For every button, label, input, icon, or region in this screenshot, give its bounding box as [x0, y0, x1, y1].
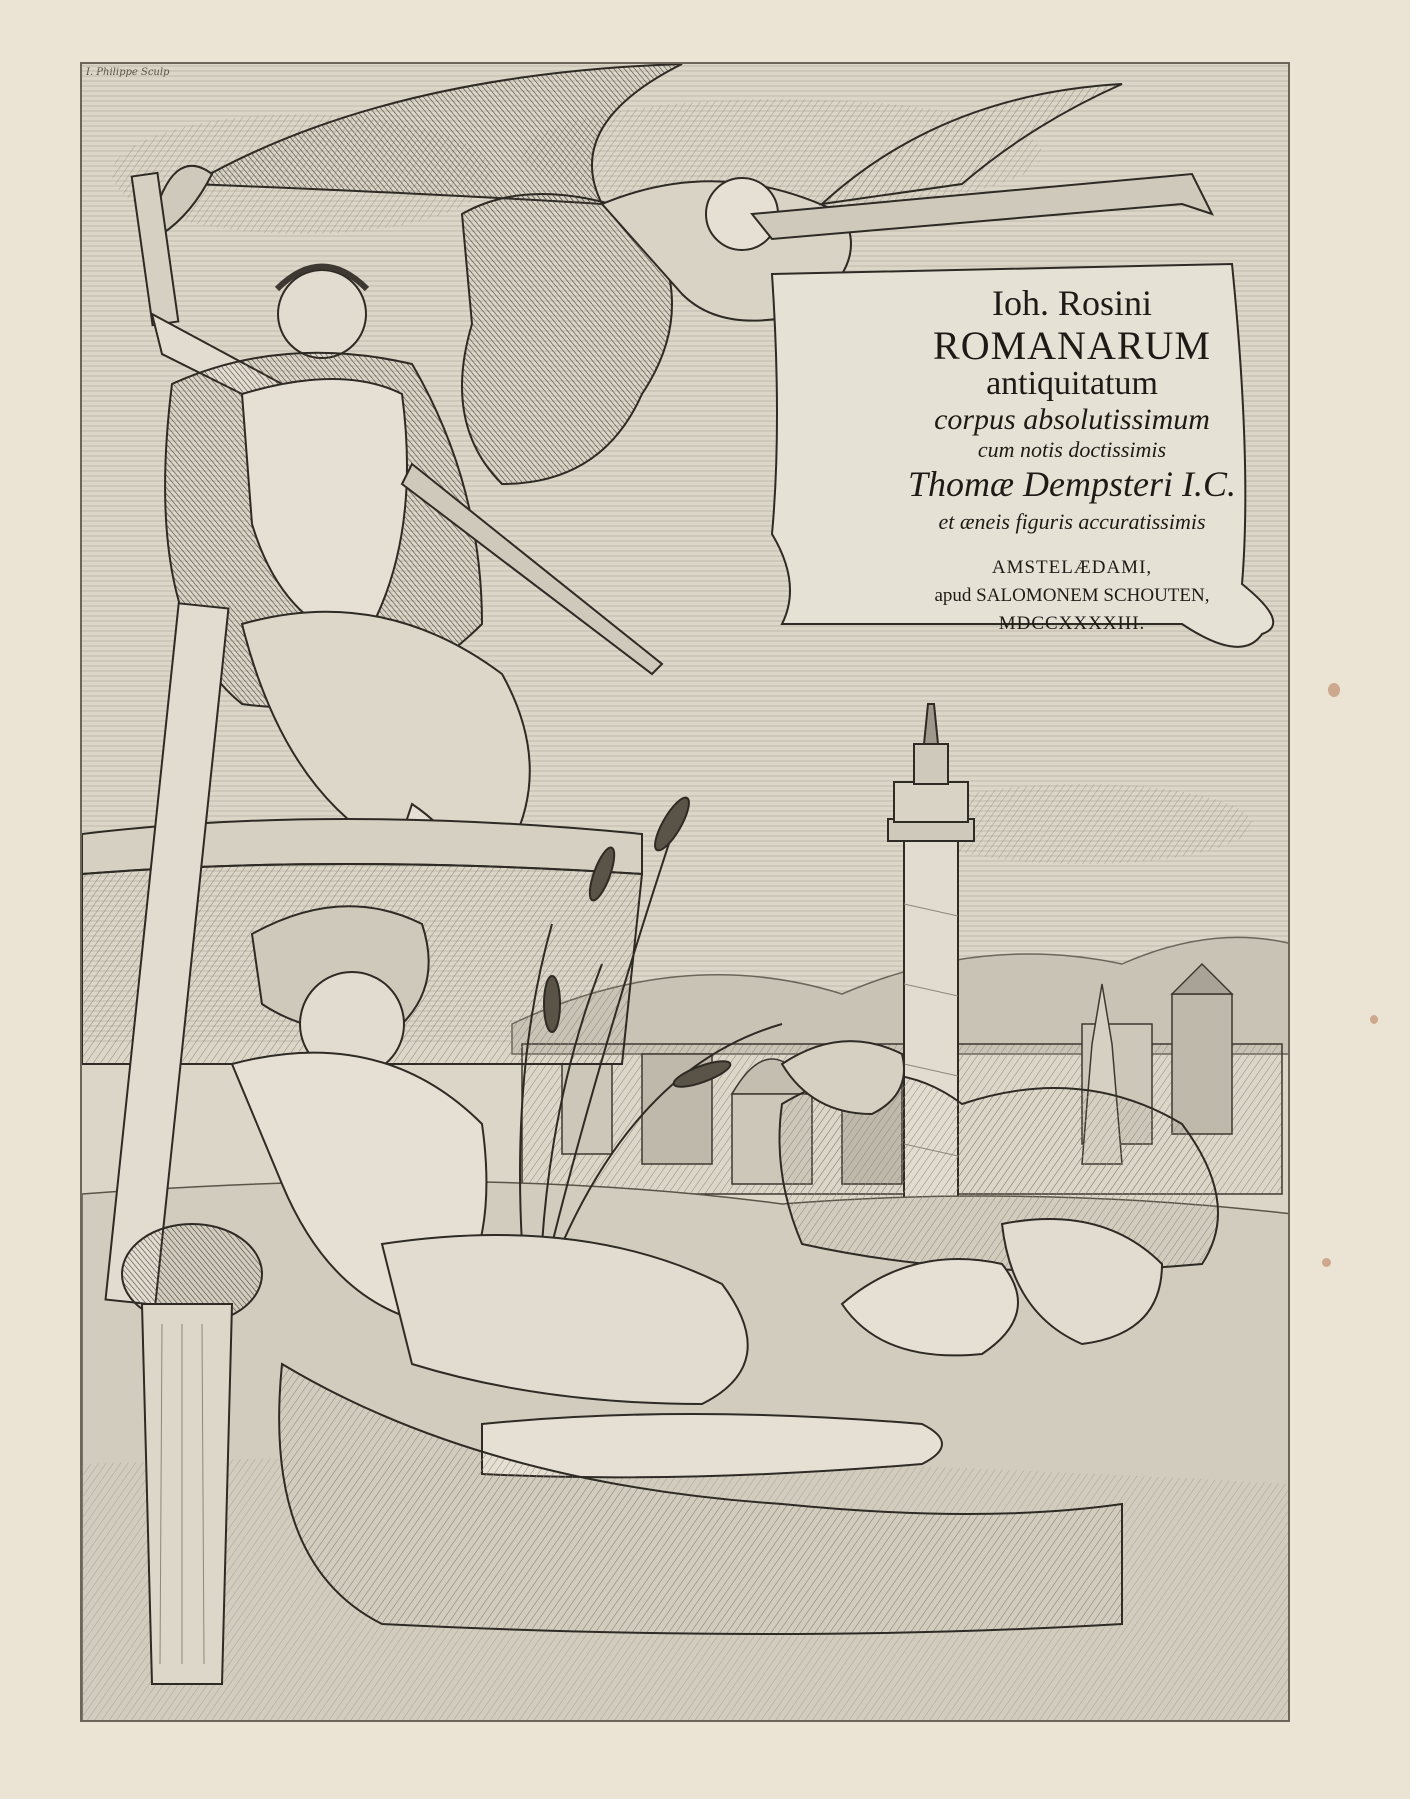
foxing-stain	[1322, 1258, 1331, 1267]
title-descriptor: corpus absolutissimum	[934, 403, 1210, 436]
imprint-year: MDCCXXXXIII.	[998, 613, 1146, 634]
notes-line: cum notis doctissimis	[977, 437, 1167, 462]
engraver-signature: I. Philippe Sculp	[86, 67, 170, 78]
foxing-stain	[1328, 683, 1340, 697]
figures-line: et æneis figuris accuratissimis	[938, 509, 1206, 534]
editor-name: Thomæ Dempsteri I.C.	[907, 464, 1236, 504]
imprint-city: AMSTELÆDAMI,	[991, 557, 1153, 578]
title-subject: antiquitatum	[986, 365, 1158, 402]
title-main: ROMANARUM	[933, 323, 1211, 368]
title-block	[842, 282, 1290, 635]
author-line: Ioh. Rosini	[991, 283, 1152, 323]
foxing-stain	[1370, 1015, 1378, 1024]
engraved-frontispiece	[80, 62, 1290, 1722]
imprint-publisher: apud SALOMONEM SCHOUTEN,	[934, 585, 1210, 606]
